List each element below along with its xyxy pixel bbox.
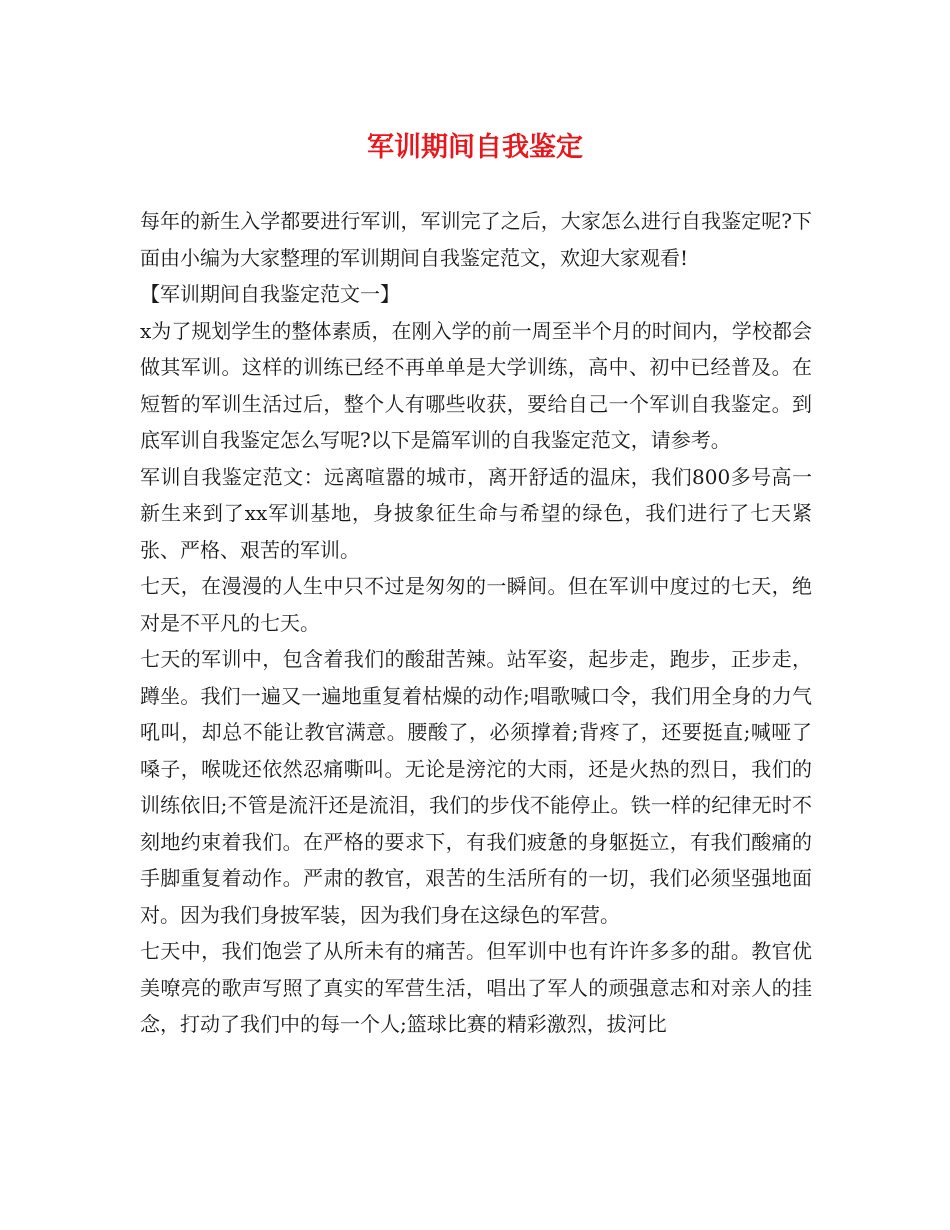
document-title: 军训期间自我鉴定 [367, 132, 583, 163]
paragraph-preface: x为了规划学生的整体素质，在刚入学的前一周至半个月的时间内，学校都会做其军训。这样的训练已经不再单单是大学训练，高中、初中已经普及。在短暂的军训生活过后，整个人有哪些收获，要给自己一个军训自我鉴定。到底军训自我鉴定怎么写呢?以下是篇军训的自我鉴定范文，请参考。 [140, 318, 812, 452]
paragraph-intro: 每年的新生入学都要进行军训，军训完了之后，大家怎么进行自我鉴定呢?下面由小编为大家整理的军训期间自我鉴定范文，欢迎大家观看! [140, 209, 812, 270]
paragraph-sweetness: 七天中，我们饱尝了从所未有的痛苦。但军训中也有许许多多的甜。教官优美嘹亮的歌声写照了真实的军营生活，唱出了军人的顽强意志和对亲人的挂念，打动了我们中的每一个人;篮球比赛的精彩激烈，拔河比 [140, 939, 812, 1036]
paragraph-hardships: 七天的军训中，包含着我们的酸甜苦辣。站军姿，起步走，跑步，正步走，蹲坐。我们一遍又一遍地重复着枯燥的动作;唱歌喊口令，我们用全身的力气吼叫，却总不能让教官满意。腰酸了，必须撑着;背疼了，还要挺直;喊哑了嗓子，喉咙还依然忍痛嘶叫。无论是滂沱的大雨，还是火热的烈日，我们的训练依旧;不管是流汗还是流泪，我们的步伐不能停止。铁一样的纪律无时不刻地约束着我们。在严格的要求下，有我们疲惫的身躯挺立，有我们酸痛的手脚重复着动作。严肃的教官，艰苦的生活所有的一切，我们必须坚强地面对。因为我们身披军装，因为我们身在这绿色的军营。 [140, 647, 812, 927]
paragraph-seven-days: 七天，在漫漫的人生中只不过是匆匆的一瞬间。但在军训中度过的七天，绝对是不平凡的七天。 [140, 574, 812, 635]
paragraph-sample-start: 军训自我鉴定范文：远离喧嚣的城市，离开舒适的温床，我们800多号高一新生来到了xx军训基地，身披象征生命与希望的绿色，我们进行了七天紧张、严格、艰苦的军训。 [140, 464, 812, 562]
document-body [140, 203, 812, 1043]
section-heading: 【军训期间自我鉴定范文一】 [140, 282, 400, 306]
